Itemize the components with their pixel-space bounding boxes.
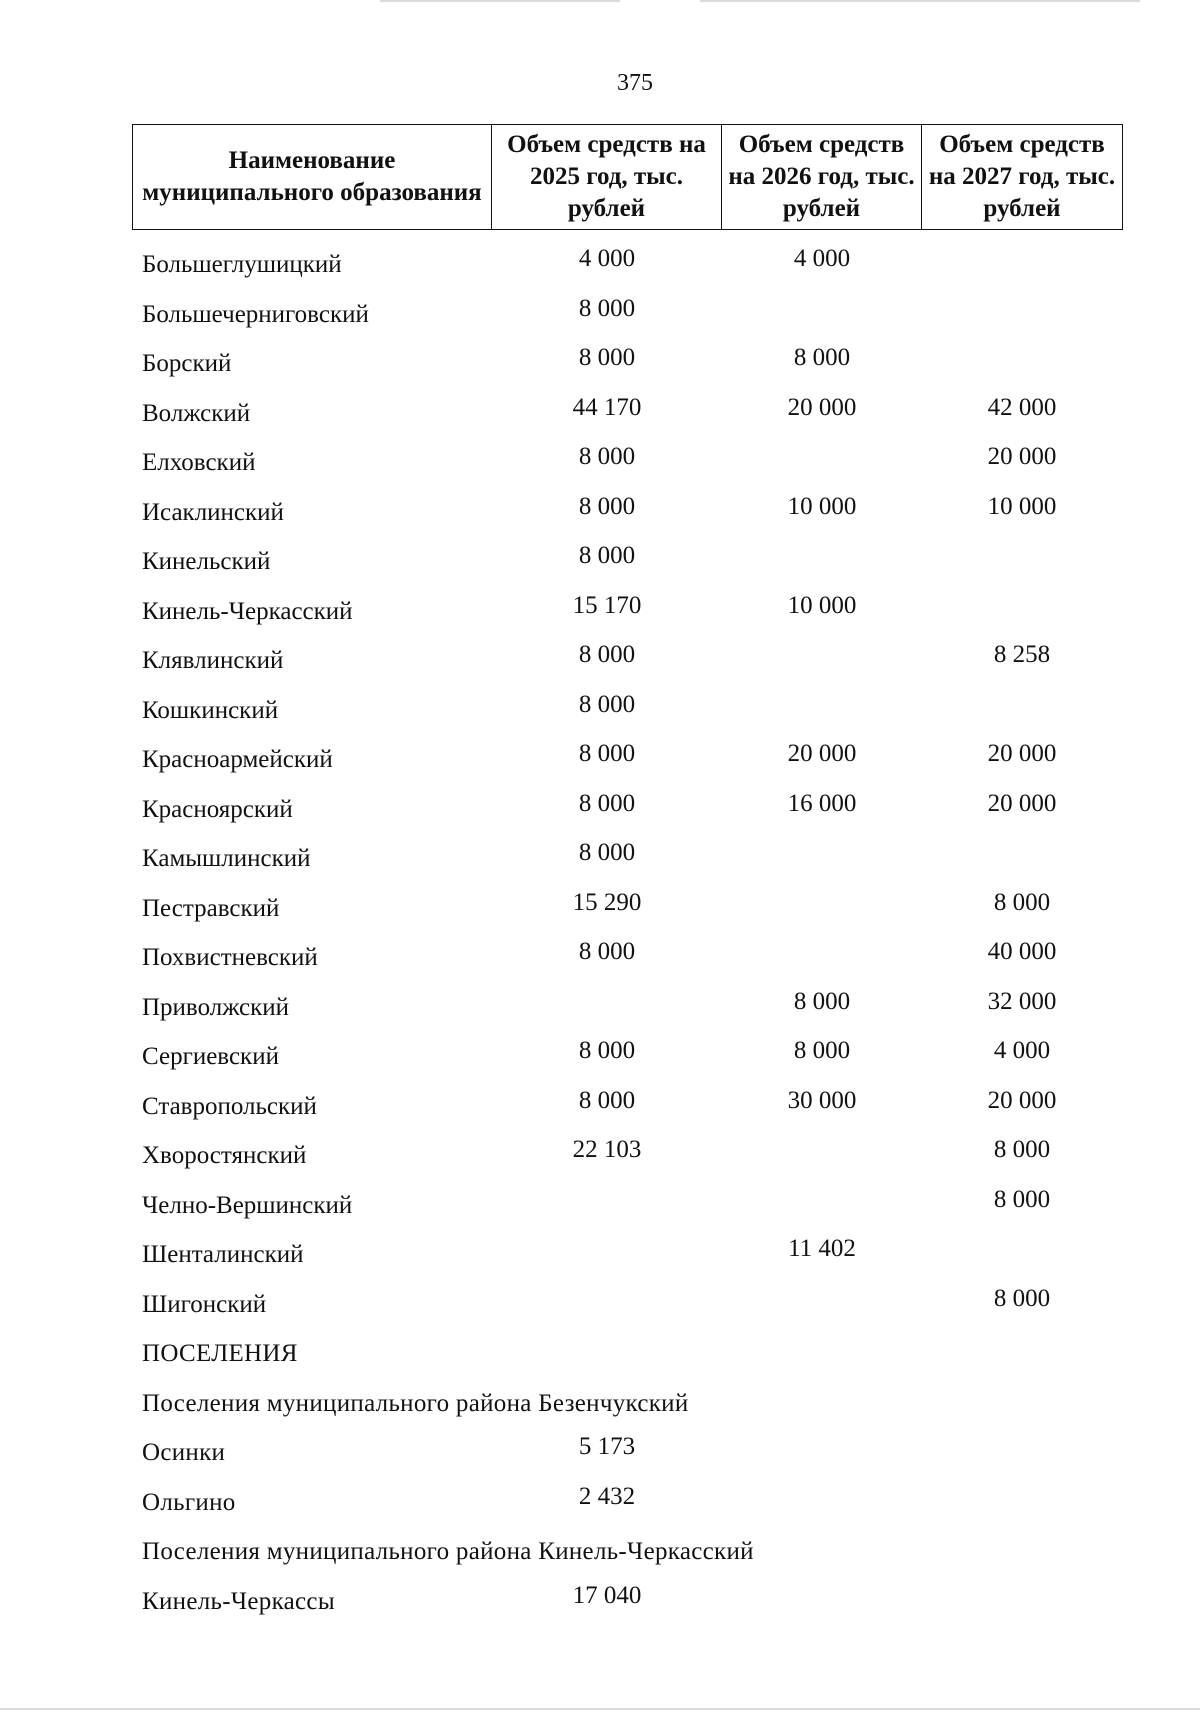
value-2026: 8 000 [793,344,851,371]
value-2025: 8 000 [578,938,636,965]
table-row [0,1577,1200,1627]
value-2025: 8 000 [578,344,636,371]
table-row [0,1082,1200,1132]
value-2025: 15 290 [572,888,642,916]
municipality-name: Исаклинский [142,498,284,526]
value-2025: 8 000 [578,1086,636,1114]
value-2025: 17 040 [572,1581,642,1609]
value-2025: 8 000 [578,492,636,520]
value-2027: 40 000 [987,938,1057,965]
table-row [0,389,1200,439]
page-number: 375 [617,70,653,96]
value-2027: 32 000 [987,987,1057,1015]
table-row [0,438,1200,488]
municipality-name: Приволжский [142,993,290,1021]
header-municipality: Наименование муниципального образования [133,125,492,230]
value-2026: 4 000 [793,245,851,272]
table-row [0,1131,1200,1181]
table-row [0,1379,1200,1429]
value-2026: 30 000 [787,1086,857,1114]
table-row [0,1329,1200,1379]
value-2027: 8 258 [993,641,1051,668]
value-2025: 8 000 [578,839,636,866]
value-2027: 20 000 [987,1086,1057,1114]
value-2026: 8 000 [793,987,851,1015]
value-2026: 20 000 [787,393,857,421]
table-row [0,884,1200,934]
scan-mark [0,1708,1200,1710]
municipality-name: Волжский [142,399,251,427]
scan-mark [380,0,620,2]
value-2027: 4 000 [993,1037,1051,1064]
header-2025: Объем средств на 2025 год, тыс. рублей [492,125,722,230]
municipality-name: Красноярский [142,795,293,823]
table-row [0,983,1200,1033]
municipality-name: Похвистневский [142,944,318,971]
value-2025: 8 000 [578,690,636,718]
municipality-name: Поселения муниципального района Кинель-Черкасский [142,1538,754,1565]
municipality-name: Ольгино [142,1488,236,1516]
table-row [0,834,1200,884]
municipality-name: Ставропольский [142,1092,317,1120]
value-2027: 8 000 [993,1284,1051,1312]
value-2025: 2 432 [578,1482,636,1510]
value-2026: 11 402 [788,1235,856,1262]
table-row [0,1428,1200,1478]
value-2027: 20 000 [987,443,1057,470]
municipality-name: Кошкинский [142,696,279,724]
municipality-name: Поселения муниципального района Безенчукский [142,1389,689,1417]
header-2026: Объем средств на 2026 год, тыс. рублей [722,125,922,230]
value-2027: 8 000 [993,1136,1051,1163]
scan-mark [700,0,1140,2]
value-2025: 8 000 [578,443,636,470]
value-2027: 8 000 [993,888,1051,916]
value-2027: 20 000 [987,789,1057,817]
value-2025: 15 170 [572,591,642,619]
table-row [0,636,1200,686]
municipality-name: Челно-Вершинский [142,1191,353,1219]
table-row [0,1032,1200,1082]
value-2025: 8 000 [578,1037,636,1064]
value-2025: 22 103 [572,1136,642,1163]
value-2025: 8 000 [578,542,636,569]
table-row [0,488,1200,538]
table-row [0,537,1200,587]
value-2025: 8 000 [578,641,636,668]
municipality-name: Сергиевский [142,1043,279,1070]
municipality-name: Шигонский [142,1290,267,1318]
value-2027: 20 000 [987,740,1057,767]
table-row [0,240,1200,290]
table-row [0,290,1200,340]
value-2026: 20 000 [787,740,857,767]
municipality-name: Кинель-Черкассы [142,1587,335,1615]
municipality-name: Шенталинский [142,1241,304,1268]
municipality-name: Пестравский [142,894,280,922]
header-row [133,125,1123,230]
value-2026: 10 000 [787,591,857,619]
value-2026: 8 000 [793,1037,851,1064]
municipality-name: Клявлинский [142,647,284,674]
municipality-name: Большеглушицкий [142,251,342,278]
value-2025: 8 000 [578,740,636,767]
value-2025: 8 000 [578,789,636,817]
municipality-name: Кинель-Черкасский [142,597,353,625]
table-row [0,587,1200,637]
table-row [0,1181,1200,1231]
table-row [0,1478,1200,1528]
municipality-name: Елховский [142,449,256,476]
value-2027: 10 000 [987,492,1057,520]
table-row [0,339,1200,389]
value-2025: 5 173 [578,1433,636,1460]
table-row [0,785,1200,835]
table-row [0,1280,1200,1330]
municipality-name: Камышлинский [142,845,311,872]
municipality-name: ПОСЕЛЕНИЯ [142,1340,298,1367]
table-row [0,1230,1200,1280]
value-2026: 16 000 [787,789,857,817]
value-2025: 8 000 [578,294,636,322]
table-row [0,1527,1200,1577]
municipality-name: Кинельский [142,548,271,575]
value-2027: 8 000 [993,1185,1051,1213]
value-2026: 10 000 [787,492,857,520]
municipality-name: Красноармейский [142,746,333,773]
table-row [0,686,1200,736]
table-row [0,933,1200,983]
value-2025: 4 000 [578,245,636,272]
table-row [0,735,1200,785]
municipality-name: Осинки [142,1439,226,1466]
table-header [132,124,1123,230]
table-body [0,240,1200,1626]
municipality-name: Большечерниговский [142,300,369,328]
value-2025: 44 170 [572,393,642,421]
value-2027: 42 000 [987,393,1057,421]
municipality-name: Хворостянский [142,1142,307,1169]
header-2027: Объем средств на 2027 год, тыс. рублей [922,125,1123,230]
municipality-name: Борский [142,350,232,377]
